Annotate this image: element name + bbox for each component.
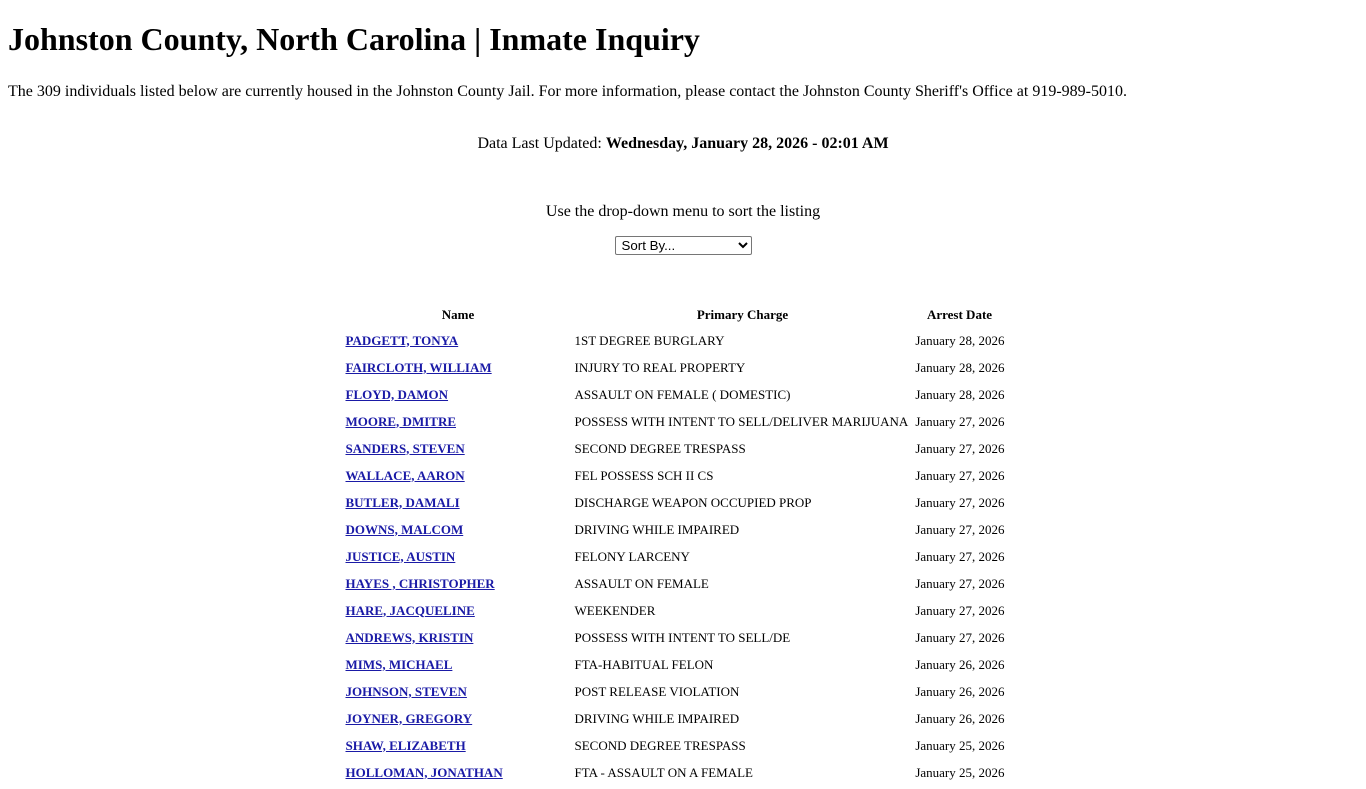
primary-charge-cell: DRIVING WHILE IMPAIRED xyxy=(574,710,740,726)
arrest-date-cell: January 27, 2026 xyxy=(915,413,1005,429)
page-title: Johnston County, North Carolina | Inmate Inquiry xyxy=(8,21,700,57)
sort-dropdown[interactable] xyxy=(615,236,752,255)
primary-charge-cell: INJURY TO REAL PROPERTY xyxy=(574,359,746,375)
table-row xyxy=(345,760,1006,785)
inmate-name-link[interactable]: BUTLER, DAMALI xyxy=(345,494,460,510)
inmate-name-link[interactable]: FLOYD, DAMON xyxy=(345,386,449,402)
inmate-name-cell xyxy=(345,706,572,731)
inmate-name-cell xyxy=(345,733,572,758)
table-row xyxy=(345,517,1006,542)
inmate-name-link[interactable]: WALLACE, AARON xyxy=(345,467,465,483)
arrest-date-cell: January 27, 2026 xyxy=(915,602,1005,618)
inmate-name-cell xyxy=(345,625,572,650)
sort-hint: Use the drop-down menu to sort the listing xyxy=(545,203,821,220)
inmate-name-cell xyxy=(345,679,572,704)
table-row xyxy=(345,706,1006,731)
page xyxy=(0,21,1366,787)
primary-charge-cell: POST RELEASE VIOLATION xyxy=(574,683,740,699)
column-header-primary-charge[interactable]: Primary Charge xyxy=(696,306,789,322)
inmate-name-cell xyxy=(345,490,572,515)
inmate-name-cell xyxy=(345,544,572,569)
primary-charge-cell: SECOND DEGREE TRESPASS xyxy=(574,440,746,456)
table-row xyxy=(345,328,1006,353)
inmate-name-cell xyxy=(345,382,572,407)
inmate-name-link[interactable]: MIMS, MICHAEL xyxy=(345,656,453,672)
primary-charge-cell: DRIVING WHILE IMPAIRED xyxy=(574,521,740,537)
primary-charge-cell: FTA - ASSAULT ON A FEMALE xyxy=(574,764,753,780)
inmate-name-cell xyxy=(345,517,572,542)
inmate-name-link[interactable]: JUSTICE, AUSTIN xyxy=(345,548,456,564)
table-row xyxy=(345,463,1006,488)
inmate-name-link[interactable]: HARE, JACQUELINE xyxy=(345,602,475,618)
inmate-name-link[interactable]: JOHNSON, STEVEN xyxy=(345,683,467,699)
inmate-name-link[interactable]: HOLLOMAN, JONATHAN xyxy=(345,764,503,780)
table-row xyxy=(345,625,1006,650)
arrest-date-cell: January 28, 2026 xyxy=(915,386,1005,402)
primary-charge-cell: FELONY LARCENY xyxy=(574,548,690,564)
table-body xyxy=(345,328,1006,785)
last-updated-label: Data Last Updated: xyxy=(477,135,606,152)
inmate-name-cell xyxy=(345,355,572,380)
inmate-name-link[interactable]: HAYES , CHRISTOPHER xyxy=(345,575,495,591)
primary-charge-cell: POSSESS WITH INTENT TO SELL/DELIVER MARIJUANA xyxy=(574,413,909,429)
last-updated xyxy=(8,134,1358,154)
inmate-table xyxy=(343,301,1008,787)
arrest-date-cell: January 27, 2026 xyxy=(915,521,1005,537)
arrest-date-cell: January 27, 2026 xyxy=(915,548,1005,564)
table-row xyxy=(345,355,1006,380)
table-row xyxy=(345,382,1006,407)
inmate-name-cell xyxy=(345,598,572,623)
arrest-date-cell: January 25, 2026 xyxy=(915,764,1005,780)
primary-charge-cell: POSSESS WITH INTENT TO SELL/DE xyxy=(574,629,791,645)
inmate-name-cell xyxy=(345,436,572,461)
primary-charge-cell: FEL POSSESS SCH II CS xyxy=(574,467,714,483)
inmate-name-link[interactable]: PADGETT, TONYA xyxy=(345,332,459,348)
column-header-arrest-date[interactable]: Arrest Date xyxy=(926,306,993,322)
primary-charge-cell: FTA-HABITUAL FELON xyxy=(574,656,714,672)
inmate-name-link[interactable]: SHAW, ELIZABETH xyxy=(345,737,466,753)
inmate-name-link[interactable]: DOWNS, MALCOM xyxy=(345,521,464,537)
table-row xyxy=(345,598,1006,623)
arrest-date-cell: January 25, 2026 xyxy=(915,737,1005,753)
inmate-name-cell xyxy=(345,760,572,785)
inmate-name-cell xyxy=(345,328,572,353)
arrest-date-cell: January 27, 2026 xyxy=(915,494,1005,510)
primary-charge-cell: WEEKENDER xyxy=(574,602,656,618)
arrest-date-cell: January 27, 2026 xyxy=(915,629,1005,645)
table-row xyxy=(345,490,1006,515)
sort-container xyxy=(8,236,1358,255)
arrest-date-cell: January 28, 2026 xyxy=(915,332,1005,348)
intro-text: The 309 individuals listed below are currently housed in the Johnston County Jail. For more information, please contact the Johnston County Sheriff's Office at 919-989-5010. xyxy=(8,83,1127,100)
inmate-name-link[interactable]: FAIRCLOTH, WILLIAM xyxy=(345,359,492,375)
table-row xyxy=(345,733,1006,758)
primary-charge-cell: 1ST DEGREE BURGLARY xyxy=(574,332,725,348)
table-row xyxy=(345,571,1006,596)
column-header-name[interactable]: Name xyxy=(441,306,475,322)
inmate-name-link[interactable]: JOYNER, GREGORY xyxy=(345,710,473,726)
inmate-name-cell xyxy=(345,463,572,488)
table-row xyxy=(345,436,1006,461)
primary-charge-cell: DISCHARGE WEAPON OCCUPIED PROP xyxy=(574,494,812,510)
arrest-date-cell: January 28, 2026 xyxy=(915,359,1005,375)
inmate-name-link[interactable]: MOORE, DMITRE xyxy=(345,413,456,429)
inmate-name-cell xyxy=(345,409,572,434)
primary-charge-cell: ASSAULT ON FEMALE xyxy=(574,575,709,591)
inmate-name-link[interactable]: SANDERS, STEVEN xyxy=(345,440,465,456)
primary-charge-cell: ASSAULT ON FEMALE ( DOMESTIC) xyxy=(574,386,791,402)
arrest-date-cell: January 26, 2026 xyxy=(915,683,1005,699)
last-updated-value: Wednesday, January 28, 2026 - 02:01 AM xyxy=(605,135,889,152)
arrest-date-cell: January 26, 2026 xyxy=(915,710,1005,726)
table-header-row xyxy=(345,303,1006,326)
inmate-name-cell xyxy=(345,652,572,677)
table-row xyxy=(345,544,1006,569)
arrest-date-cell: January 27, 2026 xyxy=(915,467,1005,483)
arrest-date-cell: January 26, 2026 xyxy=(915,656,1005,672)
table-row xyxy=(345,652,1006,677)
inmate-name-link[interactable]: ANDREWS, KRISTIN xyxy=(345,629,474,645)
table-row xyxy=(345,679,1006,704)
arrest-date-cell: January 27, 2026 xyxy=(915,440,1005,456)
arrest-date-cell: January 27, 2026 xyxy=(915,575,1005,591)
table-row xyxy=(345,409,1006,434)
inmate-name-cell xyxy=(345,571,572,596)
primary-charge-cell: SECOND DEGREE TRESPASS xyxy=(574,737,746,753)
